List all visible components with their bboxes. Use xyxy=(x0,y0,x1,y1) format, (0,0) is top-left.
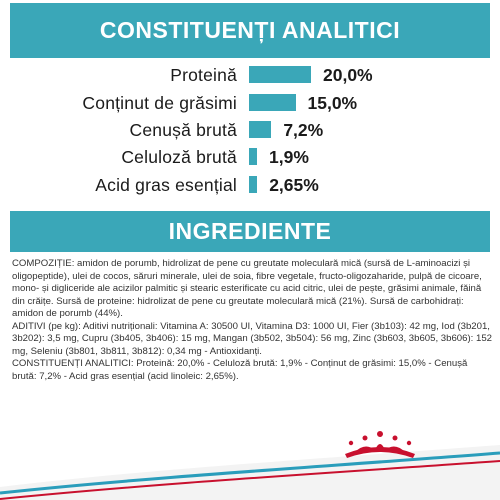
analysis-title: CONSTITUENȚI ANALITICI xyxy=(99,17,401,43)
ingredients-title-banner xyxy=(10,211,490,252)
analysis-label: Conținut de grăsimi xyxy=(82,93,237,113)
analysis-value: 7,2% xyxy=(283,120,324,140)
footer-curve-graphic xyxy=(0,415,500,500)
analysis-bar xyxy=(249,148,257,165)
analysis-row-fatty-acid xyxy=(0,173,500,197)
analysis-label: Acid gras esențial xyxy=(95,175,237,195)
analysis-value: 1,9% xyxy=(269,147,309,167)
analysis-bar xyxy=(249,176,257,193)
analysis-value: 2,65% xyxy=(269,175,319,195)
analysis-bar xyxy=(249,94,296,111)
ingredients-text xyxy=(12,258,492,383)
analysis-label: Proteină xyxy=(170,65,237,85)
footer-decoration xyxy=(0,415,500,500)
analysis-row-fibre xyxy=(0,145,500,169)
analysis-row-fat xyxy=(0,91,500,115)
analysis-value: 15,0% xyxy=(307,93,358,113)
analytical-paragraph: CONSTITUENȚI ANALITICI: Proteină: 20,0% - Celuloză brută: 1,9% - Conținut de grăsimi: 15,0% - Cenușă brută: 7,2% - Acid gras esențial (acid linoleic: 2,65%). xyxy=(12,358,468,382)
analysis-row-protein xyxy=(0,63,500,87)
analysis-value: 20,0% xyxy=(323,65,373,85)
analysis-row-ash xyxy=(0,118,500,142)
ingredients-title: INGREDIENTE xyxy=(168,218,332,244)
composition-paragraph: COMPOZIȚIE: amidon de porumb, hidrolizat de pene cu greutate moleculară mică (sursă de L-aminoacizi și oligopeptide), ulei de cocos, săruri minerale, ulei de soia, fibre vegetale, fructo-oligozaharide, pulpă de cicoare, mono- și digliceride ale acizilor palmitic și stearic esterificate cu acid citric, ulei de pește, grăsimi animale, făină din crăițe. Sursă de proteine: hidrolizat de pene cu greutate moleculară mică (21%). Sursă de carbohidrați: amidon de porumb (44%). xyxy=(12,258,482,319)
analysis-label: Celuloză brută xyxy=(121,147,237,167)
analysis-chart xyxy=(0,0,500,210)
crown-icon xyxy=(335,428,425,460)
analysis-label: Cenușă brută xyxy=(129,120,237,140)
analysis-bar xyxy=(249,66,311,83)
additives-paragraph: ADITIVI (pe kg): Aditivi nutriționali: Vitamina A: 30500 UI, Vitamina D3: 1000 UI, Fier (3b103): 42 mg, Iod (3b201, 3b202): 3,5 mg, Cupru (3b405, 3b406): 15 mg, Mangan (3b502, 3b504): 56 mg, Zinc (3b603, 3b605, 3b606): 152 mg, Seleniu (3b801, 3b811, 3b812): 0,34 mg - Antioxidanți. xyxy=(12,320,493,357)
analysis-bar xyxy=(249,121,271,138)
